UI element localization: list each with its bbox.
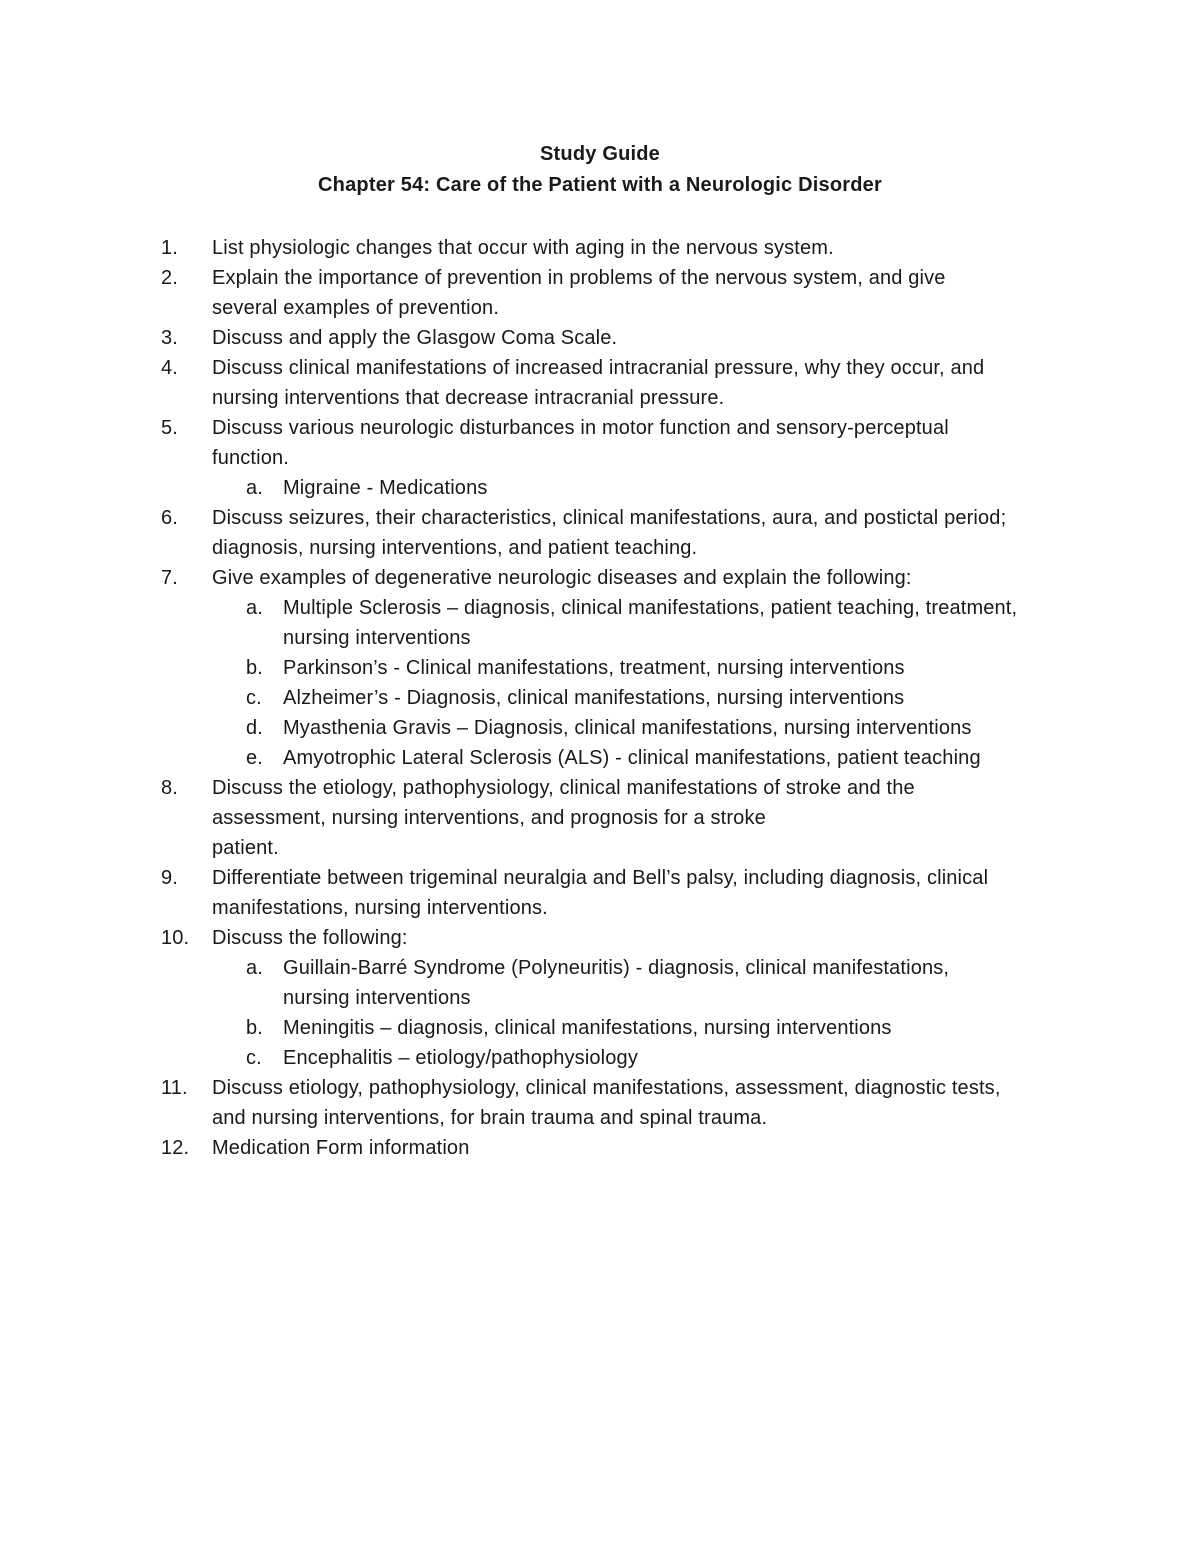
item-number: 10. bbox=[161, 927, 190, 949]
sub-item-letter: a. bbox=[246, 597, 263, 619]
document-title: Study Guide bbox=[540, 143, 660, 165]
list-item bbox=[0, 413, 1072, 473]
sub-item-text-line: Myasthenia Gravis – Diagnosis, clinical manifestations, nursing interventions bbox=[283, 717, 972, 739]
sub-list-item bbox=[0, 1043, 1083, 1073]
list-item bbox=[0, 923, 1072, 953]
item-number: 11. bbox=[161, 1077, 188, 1099]
sub-item-text-line: Alzheimer’s - Diagnosis, clinical manifestations, nursing interventions bbox=[283, 687, 905, 709]
item-text-line: patient. bbox=[212, 837, 279, 859]
list-item bbox=[0, 323, 1072, 353]
item-text-line: List physiologic changes that occur with aging in the nervous system. bbox=[212, 237, 834, 259]
item-number: 12. bbox=[161, 1137, 190, 1159]
sub-list-item bbox=[0, 593, 1083, 653]
item-text-line: Discuss etiology, pathophysiology, clinical manifestations, assessment, diagnostic tests, bbox=[212, 1077, 1001, 1099]
item-text-line: Discuss and apply the Glasgow Coma Scale. bbox=[212, 327, 618, 349]
item-number: 5. bbox=[161, 417, 178, 439]
item-number: 6. bbox=[161, 507, 178, 529]
sub-item-letter: b. bbox=[246, 1017, 263, 1039]
item-text-line: diagnosis, nursing interventions, and patient teaching. bbox=[212, 537, 698, 559]
item-number: 3. bbox=[161, 327, 178, 349]
item-text-line: Discuss the etiology, pathophysiology, clinical manifestations of stroke and the bbox=[212, 777, 915, 799]
list-item bbox=[0, 563, 1072, 593]
sub-list-item bbox=[0, 713, 1083, 743]
sub-item-letter: d. bbox=[246, 717, 263, 739]
sub-item-letter: b. bbox=[246, 657, 263, 679]
document-subtitle: Chapter 54: Care of the Patient with a Neurologic Disorder bbox=[318, 174, 882, 196]
sub-item-letter: c. bbox=[246, 1047, 262, 1069]
item-text-line: Discuss clinical manifestations of increased intracranial pressure, why they occur, and bbox=[212, 357, 985, 379]
item-number: 7. bbox=[161, 567, 178, 589]
sub-item-text-line: Multiple Sclerosis – diagnosis, clinical manifestations, patient teaching, treatment, bbox=[283, 597, 1018, 619]
list-item bbox=[0, 1133, 1072, 1163]
item-number: 2. bbox=[161, 267, 178, 289]
sub-item-text-line: nursing interventions bbox=[283, 627, 471, 649]
list-item bbox=[0, 263, 1072, 323]
sub-list-item bbox=[0, 683, 1083, 713]
list-item bbox=[0, 773, 1072, 863]
sub-item-text-line: Encephalitis – etiology/pathophysiology bbox=[283, 1047, 638, 1069]
item-text-line: Differentiate between trigeminal neuralgia and Bell’s palsy, including diagnosis, clinical bbox=[212, 867, 989, 889]
sub-item-text-line: nursing interventions bbox=[283, 987, 471, 1009]
item-number: 9. bbox=[161, 867, 178, 889]
item-text-line: several examples of prevention. bbox=[212, 297, 500, 319]
item-number: 1. bbox=[161, 237, 178, 259]
sub-item-text-line: Migraine - Medications bbox=[283, 477, 488, 499]
sub-list-item bbox=[0, 1013, 1083, 1043]
item-text-line: and nursing interventions, for brain trauma and spinal trauma. bbox=[212, 1107, 768, 1129]
list-item bbox=[0, 503, 1072, 563]
list-item bbox=[0, 1073, 1072, 1133]
sub-item-text-line: Meningitis – diagnosis, clinical manifestations, nursing interventions bbox=[283, 1017, 892, 1039]
item-text-line: Discuss the following: bbox=[212, 927, 408, 949]
sub-list-item bbox=[0, 473, 1083, 503]
list-item bbox=[0, 353, 1072, 413]
list-item bbox=[0, 863, 1072, 923]
item-text-line: assessment, nursing interventions, and prognosis for a stroke bbox=[212, 807, 766, 829]
sub-item-letter: a. bbox=[246, 477, 263, 499]
sub-item-text-line: Parkinson’s - Clinical manifestations, treatment, nursing interventions bbox=[283, 657, 905, 679]
item-text-line: function. bbox=[212, 447, 289, 469]
list-item bbox=[0, 233, 1072, 263]
item-text-line: Medication Form information bbox=[212, 1137, 470, 1159]
item-text-line: Discuss various neurologic disturbances in motor function and sensory-perceptual bbox=[212, 417, 949, 439]
question-list bbox=[0, 233, 1200, 1163]
sub-item-text-line: Amyotrophic Lateral Sclerosis (ALS) - clinical manifestations, patient teaching bbox=[283, 747, 981, 769]
item-text-line: Give examples of degenerative neurologic diseases and explain the following: bbox=[212, 567, 912, 589]
sub-list-item bbox=[0, 653, 1083, 683]
sub-item-text-line: Guillain-Barré Syndrome (Polyneuritis) - diagnosis, clinical manifestations, bbox=[283, 957, 950, 979]
sub-list-item bbox=[0, 743, 1083, 773]
sub-list-item bbox=[0, 953, 1083, 1013]
item-text-line: Discuss seizures, their characteristics, clinical manifestations, aura, and postictal period; bbox=[212, 507, 1007, 529]
sub-item-letter: e. bbox=[246, 747, 263, 769]
item-text-line: manifestations, nursing interventions. bbox=[212, 897, 548, 919]
item-text-line: Explain the importance of prevention in problems of the nervous system, and give bbox=[212, 267, 946, 289]
item-number: 4. bbox=[161, 357, 178, 379]
sub-item-letter: c. bbox=[246, 687, 262, 709]
sub-item-letter: a. bbox=[246, 957, 263, 979]
item-number: 8. bbox=[161, 777, 178, 799]
item-text-line: nursing interventions that decrease intracranial pressure. bbox=[212, 387, 725, 409]
